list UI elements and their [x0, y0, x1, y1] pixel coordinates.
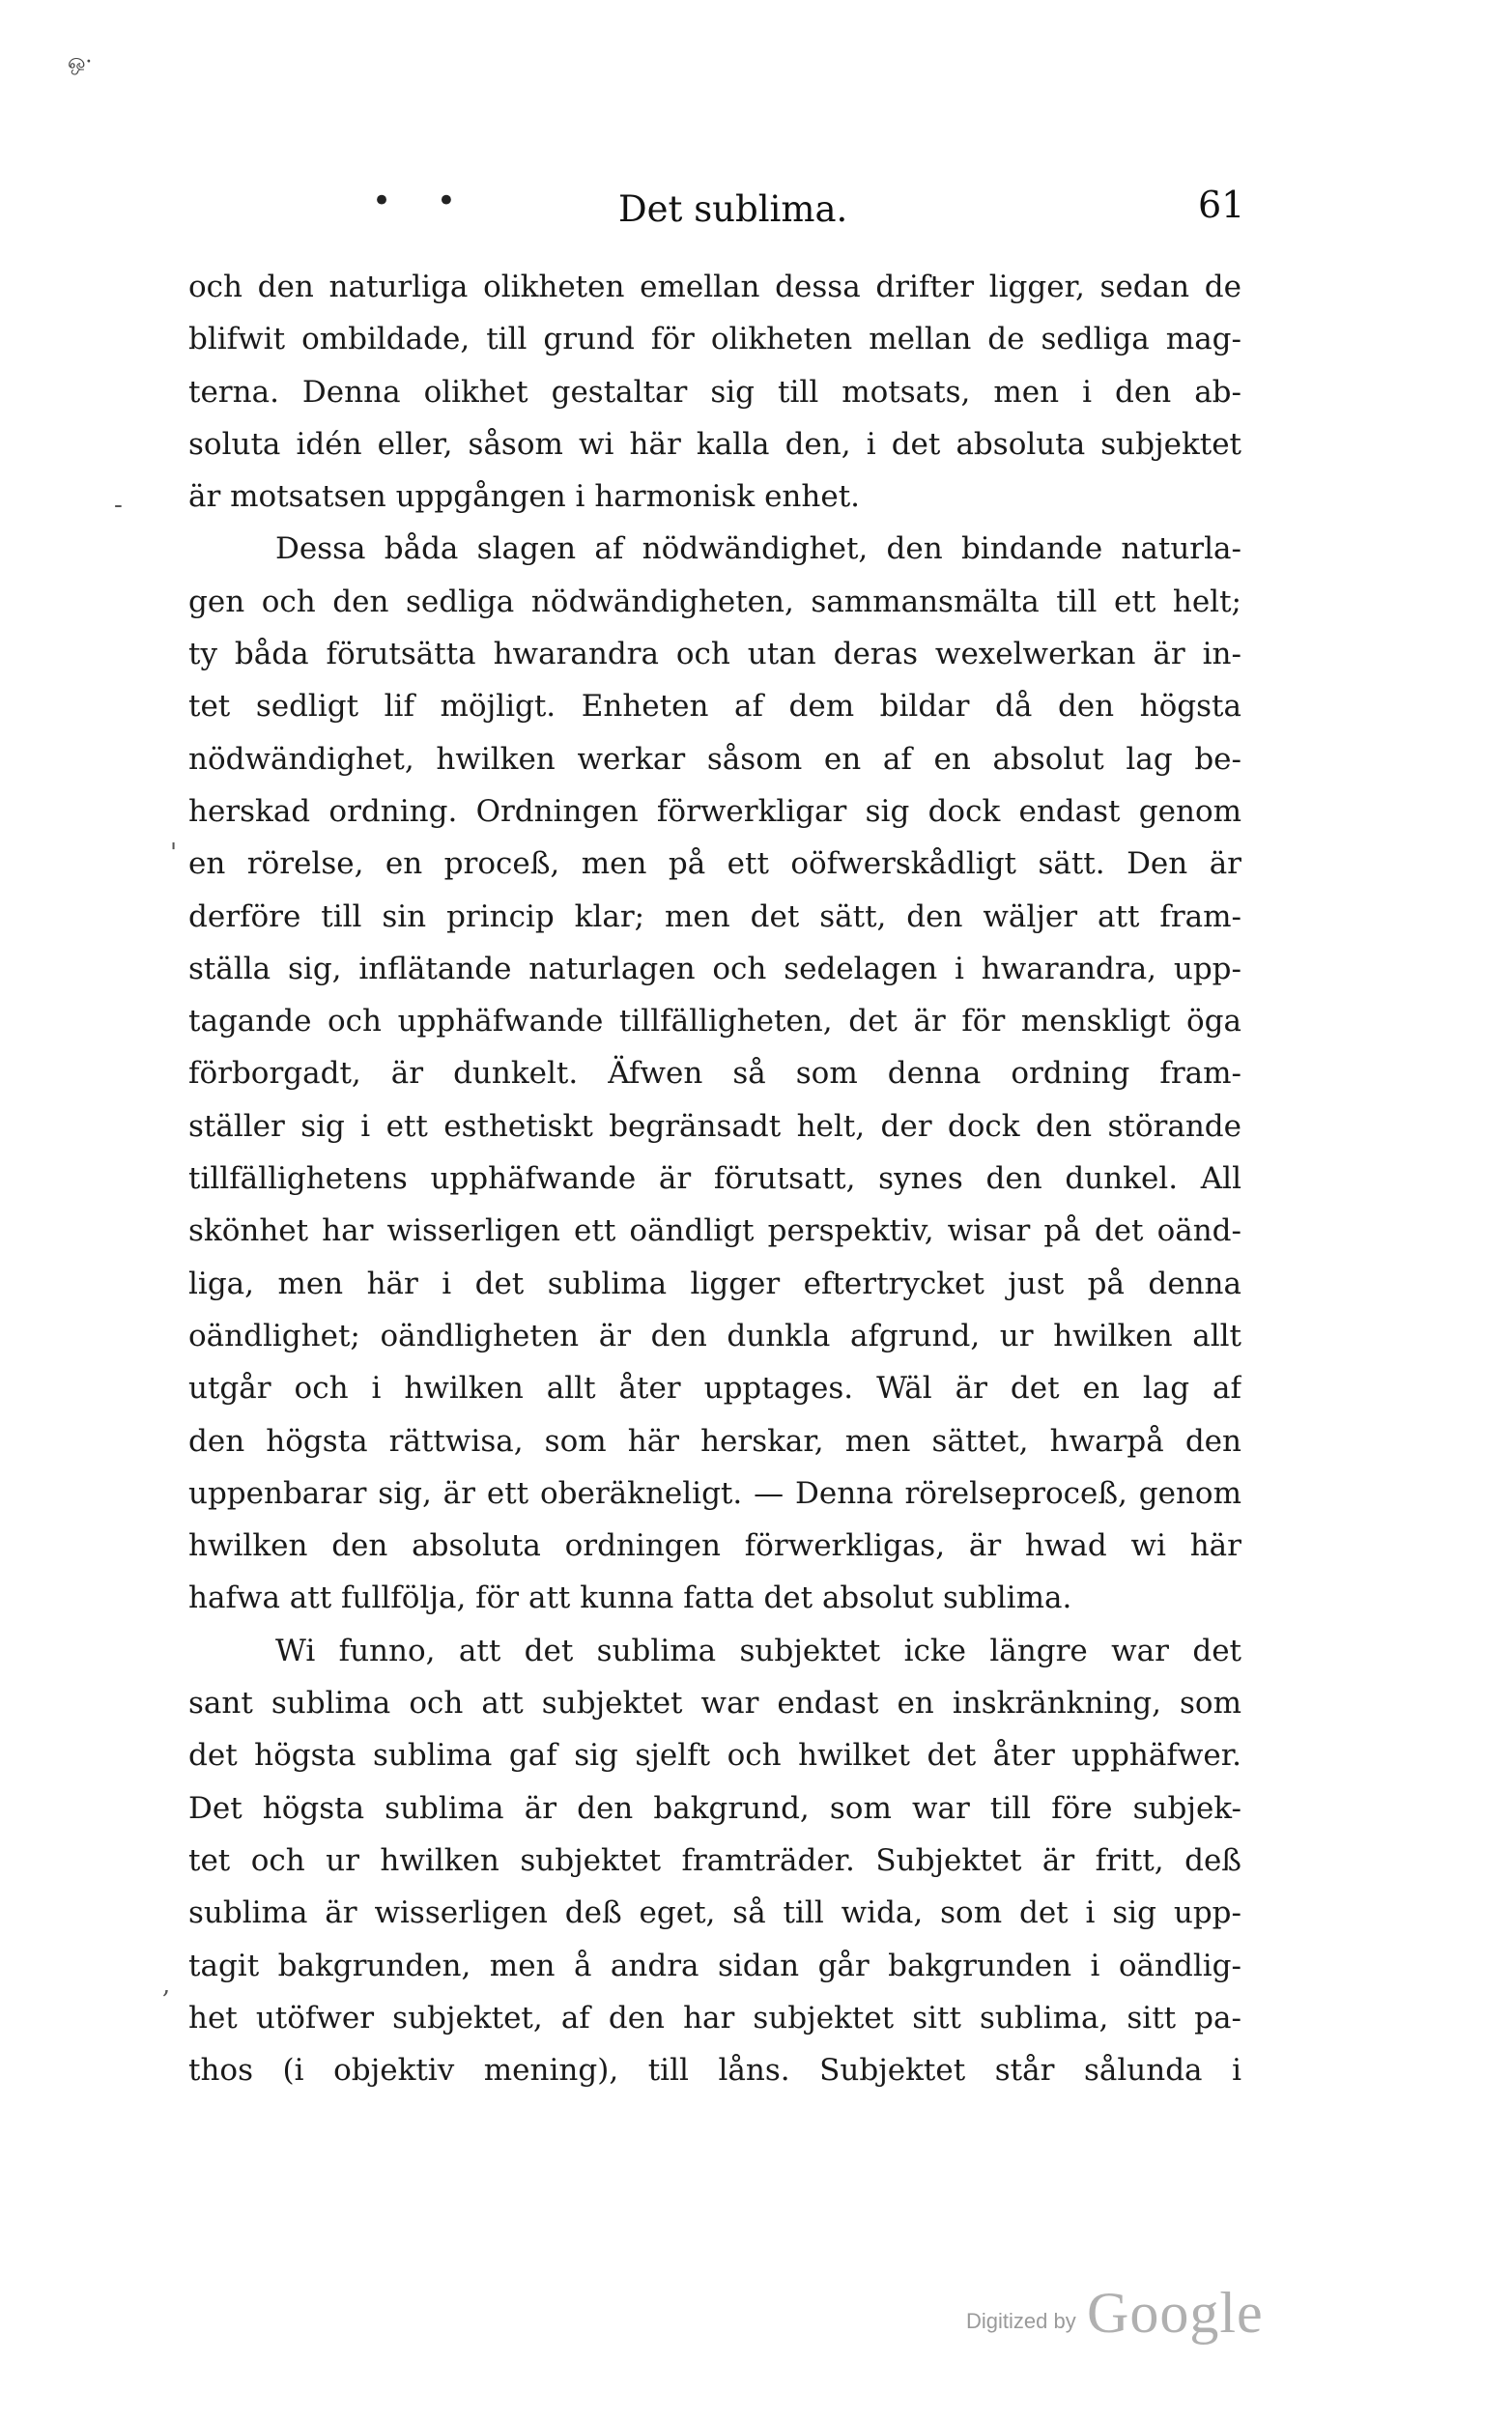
- margin-tick: ': [170, 839, 178, 868]
- header-dots: • •: [372, 182, 473, 220]
- text-line: en rörelse, en proceß, men på ett oöfwerskådligt sätt. Den är: [188, 846, 1241, 882]
- text-line: sublima är wisserligen deß eget, så till wida, som det i sig upp-: [188, 1895, 1241, 1931]
- text-line: hafwa att fullfölja, för att kunna fatta det absolut sublima.: [188, 1580, 1072, 1616]
- text-line: oändlighet; oändligheten är den dunkla afgrund, ur hwilken allt: [188, 1318, 1241, 1353]
- text-line: nödwändighet, hwilken werkar såsom en af en absolut lag be-: [188, 741, 1241, 777]
- text-line: Dessa båda slagen af nödwändighet, den bindande naturla-: [275, 531, 1241, 567]
- text-line: thos (i objektiv mening), till låns. Subjektet står sålunda i: [188, 2053, 1241, 2089]
- text-line: liga, men här i det sublima ligger eftertrycket just på denna: [188, 1266, 1241, 1301]
- digitized-by-label: Digitized by: [966, 2309, 1076, 2333]
- text-line: det högsta sublima gaf sig sjelft och hwilket det åter upphäfwer.: [188, 1738, 1241, 1774]
- text-line: tillfällighetens upphäfwande är förutsatt, synes den dunkel. All: [188, 1161, 1241, 1197]
- text-line: skönhet har wisserligen ett oändligt perspektiv, wisar på det oänd-: [188, 1213, 1241, 1249]
- text-line: tet sedligt lif möjligt. Enheten af dem bildar då den högsta: [188, 689, 1241, 725]
- text-line: den högsta rättwisa, som här herskar, men sättet, hwarpå den: [188, 1423, 1241, 1459]
- text-line: förborgadt, är dunkelt. Äfwen så som denna ordning fram-: [188, 1056, 1241, 1092]
- text-line: derföre till sin princip klar; men det sätt, den wäljer att fram-: [188, 898, 1241, 934]
- body-text: [188, 261, 1241, 2096]
- text-line: ställer sig i ett esthetiskt begränsadt helt, der dock den störande: [188, 1108, 1241, 1144]
- text-line: sant sublima och att subjektet war endast en inskränkning, som: [188, 1686, 1241, 1722]
- text-line: tagit bakgrunden, men å andra sidan går bakgrunden i oändlig-: [188, 1948, 1241, 1983]
- text-line: hwilken den absoluta ordningen förwerkligas, är hwad wi här: [188, 1528, 1241, 1564]
- corner-mark: ஒ·: [68, 50, 93, 74]
- text-line: utgår och i hwilken allt åter upptages. Wäl är det en lag af: [188, 1371, 1241, 1407]
- text-line: uppenbarar sig, är ett oberäkneligt. — Denna rörelseproceß, genom: [188, 1475, 1241, 1511]
- text-line: terna. Denna olikhet gestaltar sig till motsats, men i den ab-: [188, 374, 1241, 410]
- text-line: ty båda förutsätta hwarandra och utan deras wexelwerkan är in-: [188, 637, 1241, 672]
- text-line: ställa sig, inflätande naturlagen och sedelagen i hwarandra, upp-: [188, 951, 1241, 986]
- text-line: herskad ordning. Ordningen förwerkligar sig dock endast genom: [188, 793, 1241, 829]
- text-line: het utöfwer subjektet, af den har subjektet sitt sublima, sitt pa-: [188, 2000, 1241, 2036]
- page-number: 61: [1198, 184, 1245, 226]
- margin-tick: -: [114, 491, 123, 520]
- text-line: Wi funno, att det sublima subjektet icke längre war det: [275, 1633, 1241, 1668]
- text-line: soluta idén eller, såsom wi här kalla den, i det absoluta subjektet: [188, 426, 1241, 462]
- text-line: blifwit ombildade, till grund för olikheten mellan de sedliga mag-: [188, 322, 1241, 357]
- text-line: är motsatsen uppgången i harmonisk enhet.: [188, 479, 861, 515]
- running-head: Det sublima.: [618, 188, 848, 230]
- text-line: tagande och upphäfwande tillfälligheten, det är för menskligt öga: [188, 1004, 1241, 1039]
- text-line: tet och ur hwilken subjektet framträder. Subjektet är fritt, deß: [188, 1842, 1241, 1878]
- google-logo: Google: [1087, 2281, 1264, 2345]
- text-line: gen och den sedliga nödwändigheten, sammansmälta till ett helt;: [188, 584, 1241, 619]
- margin-tick: ,: [162, 1971, 171, 2000]
- text-line: och den naturliga olikheten emellan dessa drifter ligger, sedan de: [188, 270, 1241, 304]
- text-line: Det högsta sublima är den bakgrund, som war till före subjek-: [188, 1790, 1241, 1826]
